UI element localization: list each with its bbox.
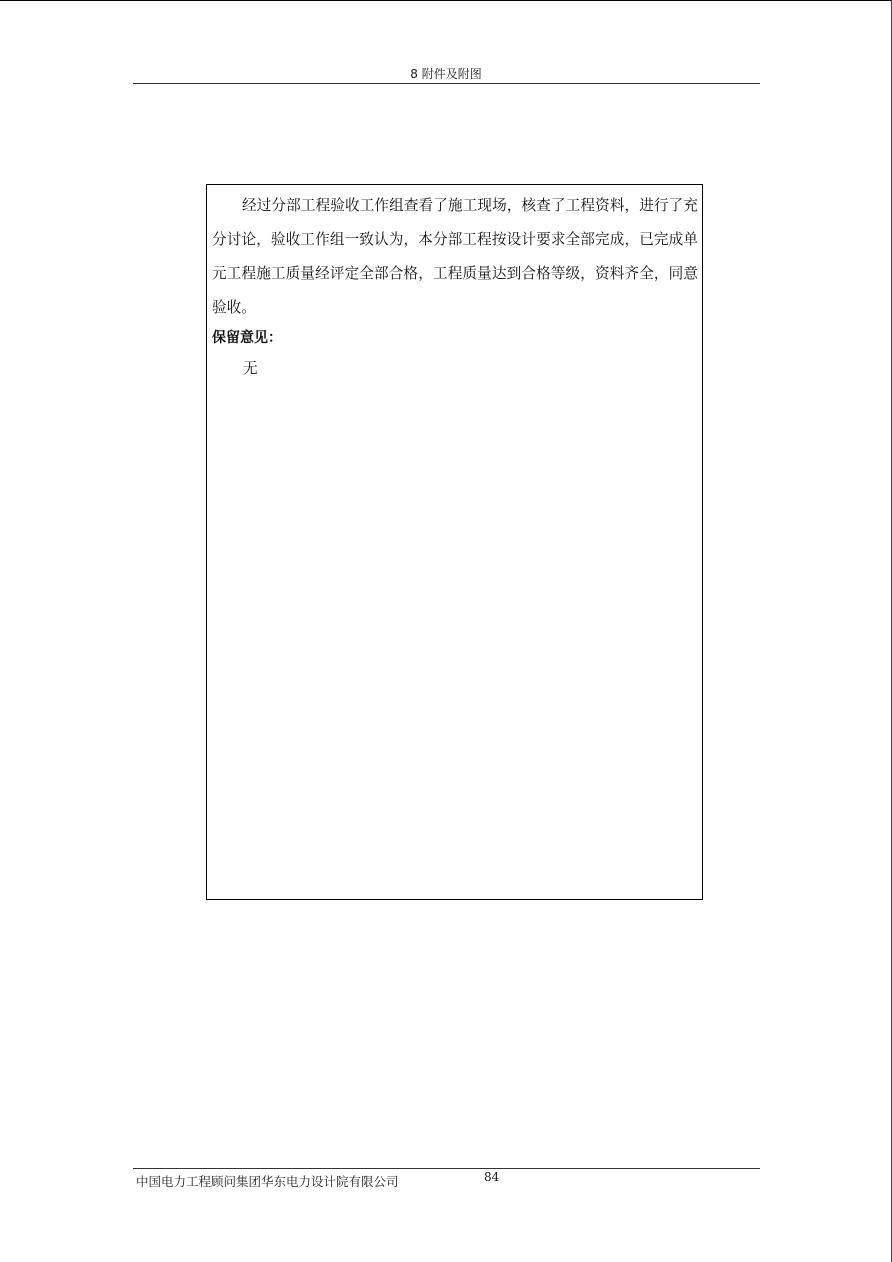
footer-organization: 中国电力工程顾问集团华东电力设计院有限公司 xyxy=(136,1174,399,1189)
footer-rule xyxy=(133,1168,760,1169)
reserved-opinion-value: 无 xyxy=(243,360,258,377)
acceptance-opinion-box xyxy=(206,184,703,900)
reserved-opinion-label: 保留意见： xyxy=(212,330,282,346)
page-header-title: 8 附件及附图 xyxy=(410,67,482,81)
header-rule xyxy=(133,83,760,84)
page-top-edge xyxy=(0,0,892,1)
page-number: 84 xyxy=(484,1170,500,1184)
acceptance-conclusion-text: 经过分部工程验收工作组查看了施工现场，核查了工程资料，进行了充分讨论，验收工作组一致认为，本分部工程按设计要求全部完成，已完成单元工程施工质量经评定全部合格，工程质量达到合格等级，资料齐全，同意验收。 xyxy=(212,197,698,316)
